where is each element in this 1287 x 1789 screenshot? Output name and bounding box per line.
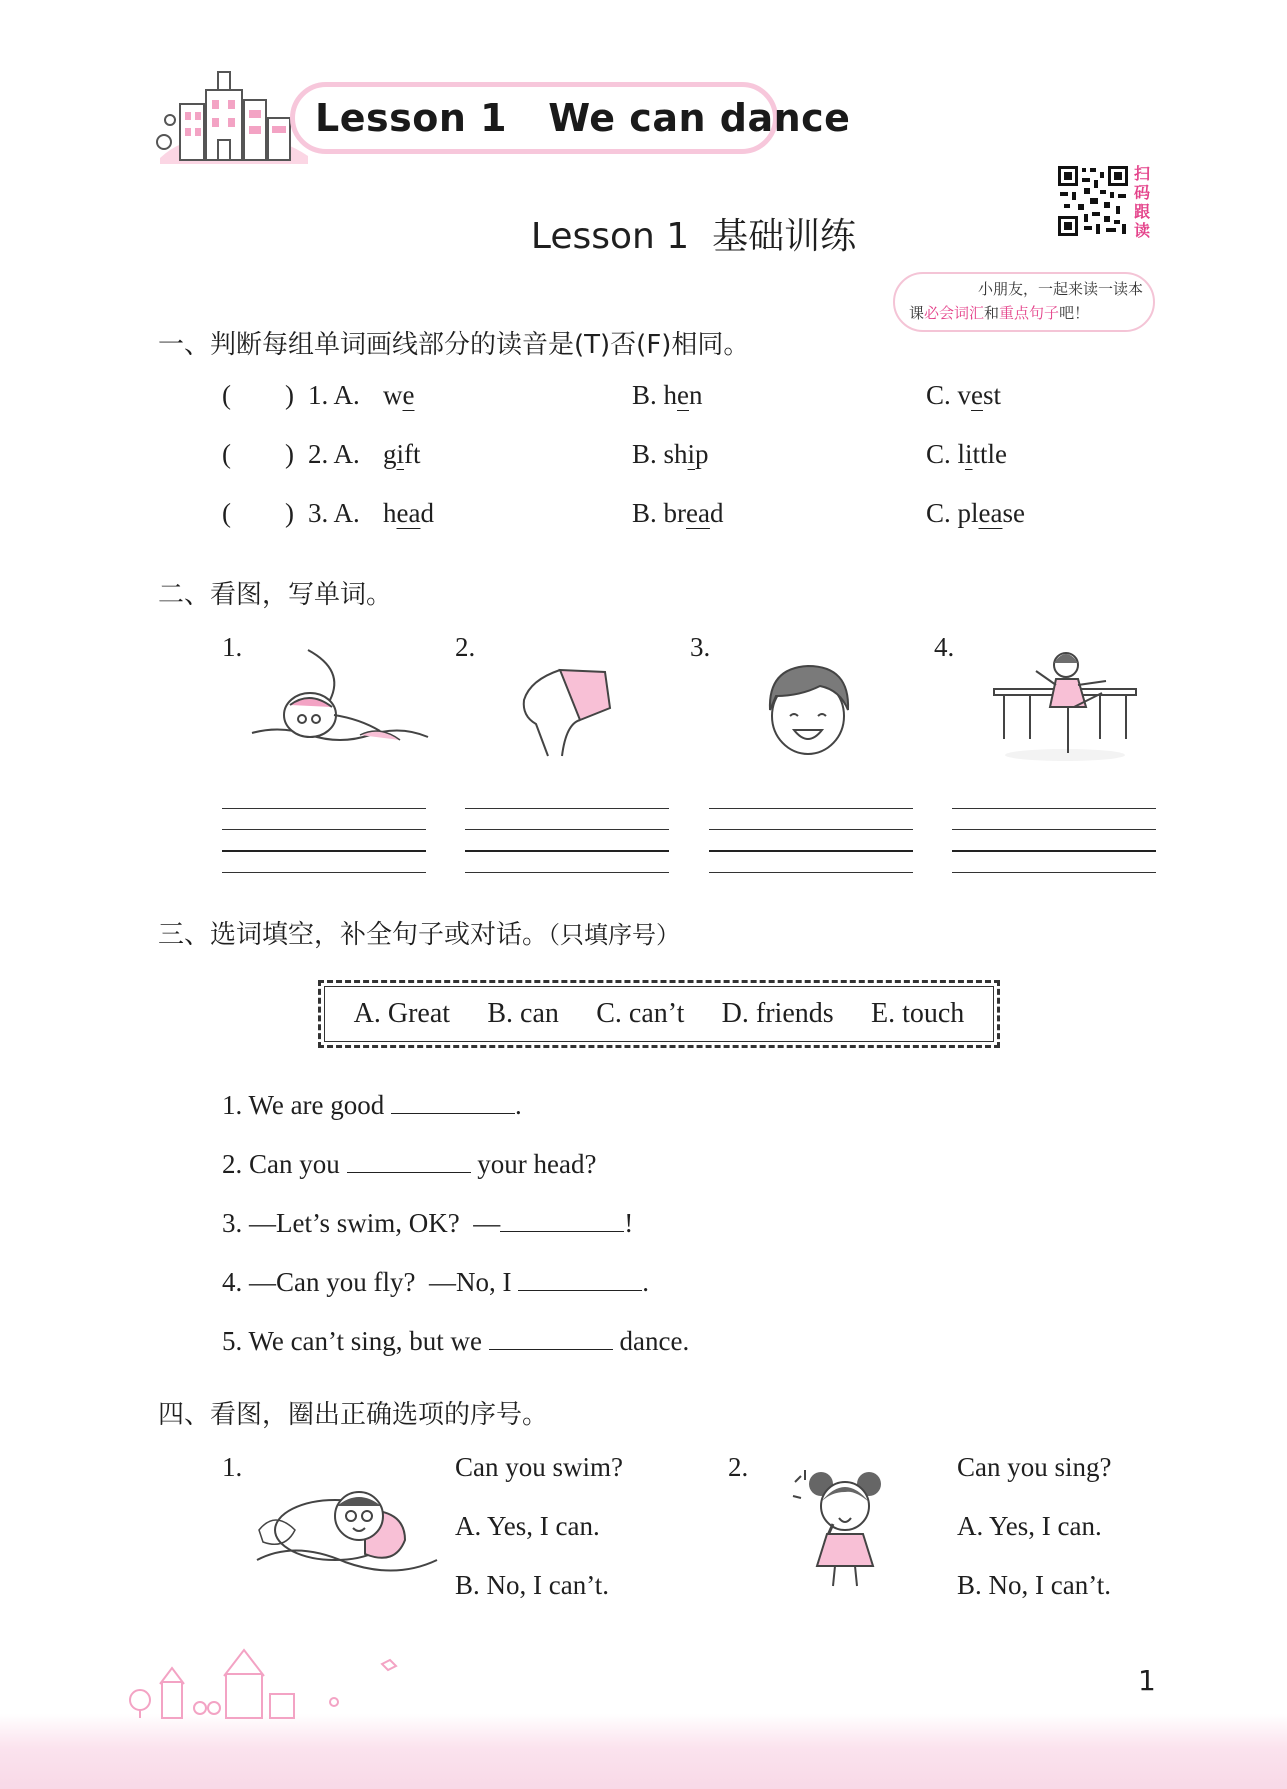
- swimming-boy-icon: [255, 1470, 440, 1590]
- item-number: 3. A.: [308, 498, 360, 528]
- question-1-option-a[interactable]: A. Yes, I can.: [455, 1511, 600, 1541]
- answer-blank[interactable]: ( ): [222, 498, 294, 528]
- picture-item-3-number: 3.: [690, 632, 711, 662]
- phonics-row-1: [0, 380, 1287, 420]
- item-number: 1. A.: [308, 380, 360, 410]
- section-3-heading: 三、选词填空，补全句子或对话。（只填序号）: [158, 920, 681, 950]
- fill-blank[interactable]: [391, 1085, 515, 1114]
- answer-blank[interactable]: ( ): [222, 439, 294, 469]
- word-c: C. vest: [926, 380, 1002, 410]
- swimming-girl-icon: [250, 645, 430, 757]
- question-1-text: Can you swim?: [455, 1452, 623, 1482]
- reading-tip-bubble: [893, 272, 1155, 332]
- question-2-text: Can you sing?: [957, 1452, 1112, 1482]
- page-subtitle: Lesson 1 基础训练: [530, 216, 857, 257]
- option-c: C. can’t: [596, 998, 685, 1029]
- question-2-option-a[interactable]: A. Yes, I can.: [957, 1511, 1102, 1541]
- writing-lines-3[interactable]: [709, 808, 913, 878]
- town-decoration-icon: [120, 1644, 410, 1720]
- tip-line-2: 课必会词汇和重点句子吧！: [909, 304, 1090, 322]
- word-b: B. ship: [632, 439, 709, 469]
- section-3-note: （只填序号）: [548, 921, 681, 949]
- boy-face-icon: [760, 660, 856, 760]
- option-b: B. can: [487, 998, 559, 1029]
- qr-code-icon[interactable]: [1056, 164, 1130, 238]
- section-2-heading: 二、看图，写单词。: [158, 580, 393, 610]
- dancing-girl-icon: [990, 645, 1140, 765]
- writing-lines-4[interactable]: [952, 808, 1156, 878]
- answer-blank[interactable]: ( ): [222, 380, 294, 410]
- question-1-number: 1.: [222, 1452, 243, 1482]
- word-b: B. hen: [632, 380, 703, 410]
- word-b: B. bread: [632, 498, 724, 528]
- tip-highlight-words: 必会词汇: [924, 304, 985, 322]
- fill-sentence-2: 2. Can you your head?: [222, 1144, 596, 1180]
- picture-item-4-number: 4.: [934, 632, 955, 662]
- section-1-heading: 一、判断每组单词画线部分的读音是(T)否(F)相同。: [158, 330, 750, 360]
- word-c: C. little: [926, 439, 1008, 469]
- building-decoration-icon: [150, 60, 310, 170]
- tip-line-1: 小朋友，一起来读一读本: [977, 280, 1143, 298]
- section-4-heading: 四、看图，圈出正确选项的序号。: [158, 1400, 549, 1430]
- fill-sentence-5: 5. We can’t sing, but we dance.: [222, 1321, 689, 1357]
- writing-lines-1[interactable]: [222, 808, 426, 878]
- option-a: A. Great: [353, 998, 451, 1029]
- tip-highlight-sentences: 重点句子: [999, 304, 1060, 322]
- option-d: D. friends: [721, 998, 834, 1029]
- page-number: 1: [1138, 1664, 1156, 1697]
- writing-lines-2[interactable]: [465, 808, 669, 878]
- picture-item-1-number: 1.: [222, 632, 243, 662]
- fill-sentence-4: 4. —Can you fly? —No, I .: [222, 1262, 649, 1298]
- word-bank-box: [318, 980, 1000, 1048]
- footer-band: [0, 1714, 1287, 1789]
- word-a: we: [383, 380, 415, 410]
- fill-blank[interactable]: [347, 1144, 471, 1173]
- picture-item-2-number: 2.: [455, 632, 476, 662]
- question-2-number: 2.: [728, 1452, 749, 1482]
- item-number: 2. A.: [308, 439, 360, 469]
- option-e: E. touch: [870, 998, 965, 1029]
- fill-sentence-3: 3. —Let’s swim, OK? — !: [222, 1203, 633, 1239]
- qr-scan-label: 扫码跟读: [1134, 164, 1151, 240]
- fill-blank[interactable]: [489, 1321, 613, 1350]
- phonics-row-3: [0, 498, 1287, 538]
- phonics-row-2: [0, 439, 1287, 479]
- knee-icon: [510, 660, 620, 760]
- word-a: head: [383, 498, 434, 528]
- fill-sentence-1: 1. We are good .: [222, 1085, 522, 1121]
- fill-blank[interactable]: [500, 1203, 624, 1232]
- fill-blank[interactable]: [518, 1262, 642, 1291]
- word-a: gift: [383, 439, 421, 469]
- question-1-option-b[interactable]: B. No, I can’t.: [455, 1570, 609, 1600]
- lesson-title: Lesson 1 We can dance: [315, 96, 851, 140]
- question-2-option-b[interactable]: B. No, I can’t.: [957, 1570, 1111, 1600]
- word-c: C. please: [926, 498, 1025, 528]
- singing-girl-icon: [785, 1462, 900, 1592]
